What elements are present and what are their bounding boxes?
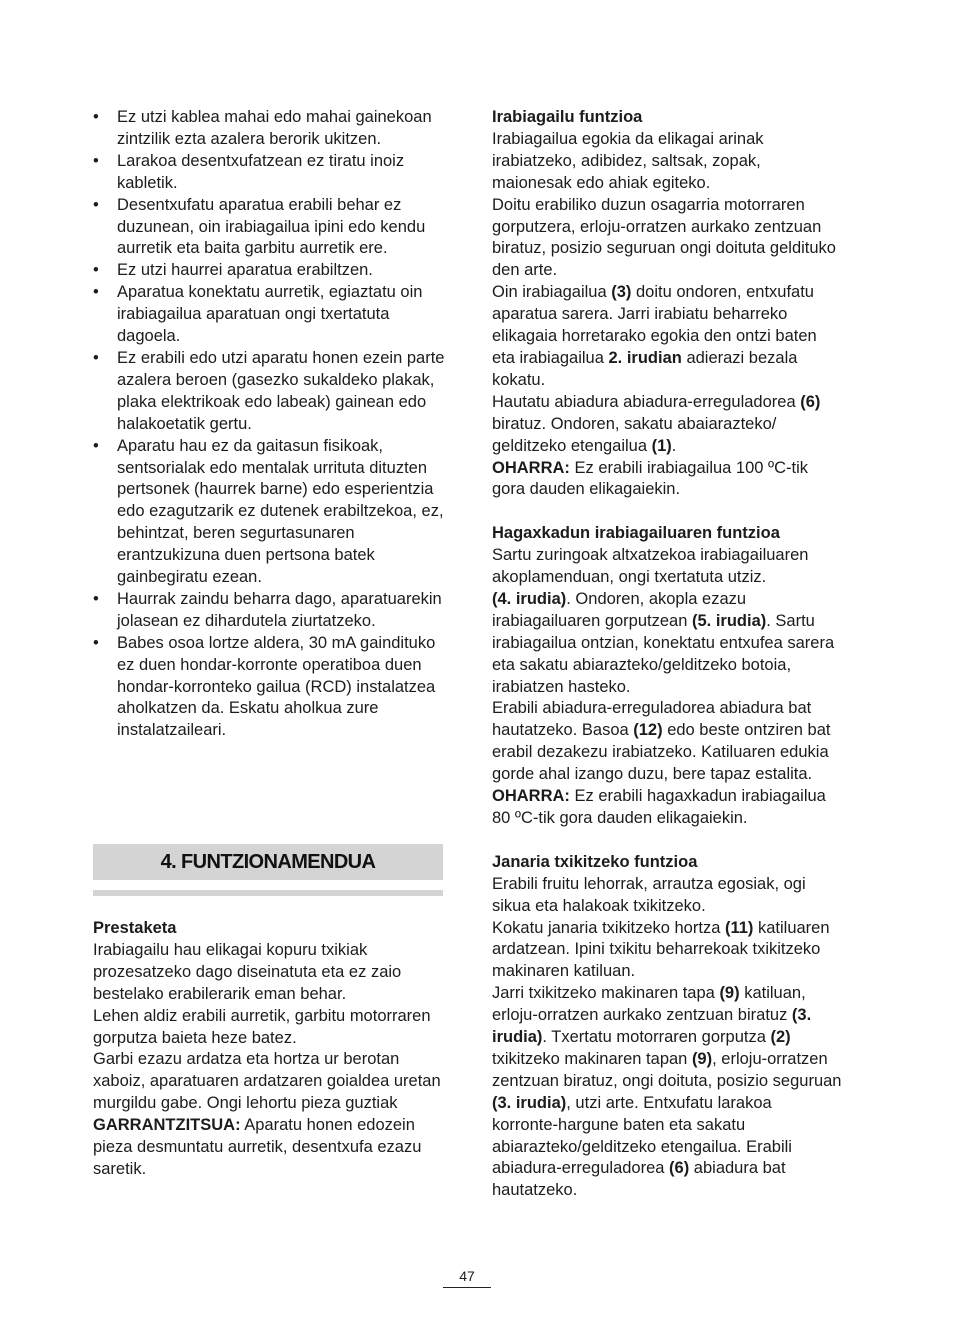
paragraph: Lehen aldiz erabili aurretik, garbitu motorraren gorputza baieta heze batez. — [93, 1006, 431, 1047]
list-item: • Babes osoa lortze aldera, 30 mA gaindituko ez duen hondar-korronte operatiboa duen hondar-korronteko gailua (RCD) instalatzea aholkatzen da. Eskatu aholkua zure instalatzaileari. — [93, 633, 445, 743]
section-title: 4. FUNTZIONAMENDUA — [160, 850, 376, 873]
preparation-section — [93, 918, 445, 1181]
section-divider — [93, 890, 443, 896]
note-label: OHARRA: — [492, 787, 570, 806]
section-header — [93, 844, 443, 880]
spacer — [492, 501, 842, 523]
important-note: GARRANTZITSUA: Aparatu honen edozein pieza desmuntatu aurretik, desentxufa ezazu saretik. — [93, 1116, 422, 1178]
paragraph: Doitu erabiliko duzun osagarria motorraren gorputzera, erloju-orratzen aurkako zentzuan biratuz, posizio seguruan ongi doituta geldituko den arte. — [492, 195, 836, 280]
spacer — [492, 830, 842, 852]
list-item: • Aparatua konektatu aurretik, egiaztatu oin irabiagailua aparatuan ongi txertatuta dagoela. — [93, 282, 445, 348]
list-item: • Ez utzi kablea mahai edo mahai gainekoan zintzilik ezta azalera berorik ukitzen. — [93, 107, 445, 151]
list-item: • Aparatu hau ez da gaitasun fisikoak, sentsorialak edo mentalak urrituta dituzten pertsonek (haurrek barne) edo esperientzia edo ezagutzarik ez dutenek erabiltzekoa, ez, behintzat, beren segurtasunaren erantzukizuna duen pertsona batek gainbegiratu ezean. — [93, 436, 445, 589]
list-item: • Larakoa desentxufatzean ez tiratu inoiz kabletik. — [93, 151, 445, 195]
left-column — [93, 107, 445, 742]
page-number-underline — [443, 1287, 491, 1288]
paragraph: Kokatu janaria txikitzeko hortza (11) katiluaren ardatzean. Ipini txikitu beharrekoak txikitzeko makinaren katiluan. — [492, 918, 830, 981]
list-item: • Ez utzi haurrei aparatua erabiltzen. — [93, 260, 445, 282]
safety-list — [93, 107, 445, 742]
important-label: GARRANTZITSUA: — [93, 1116, 241, 1135]
paragraph: Jarri txikitzeko makinaren tapa (9) katiluan, erloju-orratzen aurkako zentzuan biratuz (3. irudia). Txertatu motorraren gorputza (2) txikitzeko makinaren tapan (9), erloju-orratzen zentzuan biratuz, ongi doituta, posizio seguruan (3. irudia), utzi arte. Entxufatu larakoa korronte-hargune baten eta sakatu abiarazteko/gelditzeko etengailua. Erabili abiadura-erreguladorea (6) abiadura bat hautatzeko. — [492, 984, 842, 1200]
note-label: OHARRA: — [492, 458, 570, 477]
paragraph: Erabili abiadura-erreguladorea abiadura bat hautatzeko. Basoa (12) edo beste ontziren bat erabil dezakezu irabiatzeko. Katiluaren edukia gorde ahal izango duzu, bere tapaz estalita. — [492, 699, 831, 784]
paragraph: Oin irabiagailua (3) doitu ondoren, entxufatu aparatua sarera. Jarri irabiatu beharreko elikagaia horretarako egokia den ontzi baten eta irabiagailua 2. irudian adierazi bezala kokatu. — [492, 283, 817, 389]
page-number: 47 — [459, 1268, 475, 1284]
paragraph: Garbi ezazu ardatza eta hortza ur berotan xaboiz, aparatuaren ardatzaren goialdea uretan murgildu gabe. Ongi lehortu pieza guztiak — [93, 1050, 441, 1113]
list-item: • Ez erabili edo utzi aparatu honen ezein parte azalera beroen (gasezko sukaldeko plakak, plaka elektrikoak edo labeak) gainean edo halakoetatik gertu. — [93, 348, 445, 436]
preparation-heading: Prestaketa — [93, 919, 177, 937]
paragraph: (4. irudia). Ondoren, akopla ezazu irabiagailuaren gorputzean (5. irudia). Sartu irabiagailua ontzian, konektatu entxufea sarera eta sakatu abiarazteko/gelditzeko botoia, irabiatzen hasteko. — [492, 589, 835, 696]
list-item: • Desentxufatu aparatua erabili behar ez duzunean, oin irabiagailua ipini edo kendu aurretik eta baita garbitu aurretik ere. — [93, 195, 445, 261]
right-column — [492, 107, 842, 1202]
blender-function-heading: Irabiagailu funtzioa — [492, 108, 643, 126]
paragraph: Sartu zuringoak altxatzekoa irabiagailuaren akoplamenduan, ongi txertatuta utziz. — [492, 546, 809, 587]
note: OHARRA: Ez erabili hagaxkadun irabiagailua 80 ºC-tik gora dauden elikagaiekin. — [492, 787, 826, 827]
whisk-function-heading: Hagaxkadun irabiagailuaren funtzioa — [492, 524, 780, 543]
list-item: • Haurrak zaindu beharra dago, aparatuarekin jolasean ez dihardutela ziurtatzeko. — [93, 589, 445, 633]
chopper-function-heading: Janaria txikitzeko funtzioa — [492, 852, 698, 871]
paragraph: Erabili fruitu lehorrak, arrautza egosiak, ogi sikua eta halakoak txikitzeko. — [492, 874, 806, 915]
note: OHARRA: Ez erabili irabiagailua 100 ºC-tik gora dauden elikagaiekin. — [492, 458, 808, 499]
paragraph: Hautatu abiadura abiadura-erreguladorea (6) biratuz. Ondoren, sakatu abaiarazteko/ gelditzeko etengailua (1). — [492, 392, 821, 455]
paragraph: Irabiagailu hau elikagai kopuru txikiak prozesatzeko dago diseinatuta eta ez zaio bestelako erabilerarik eman behar. — [93, 940, 402, 1003]
paragraph: Irabiagailua egokia da elikagai arinak irabiatzeko, adibidez, saltsak, zopak, maionesak edo ahiak egiteko. — [492, 129, 764, 192]
